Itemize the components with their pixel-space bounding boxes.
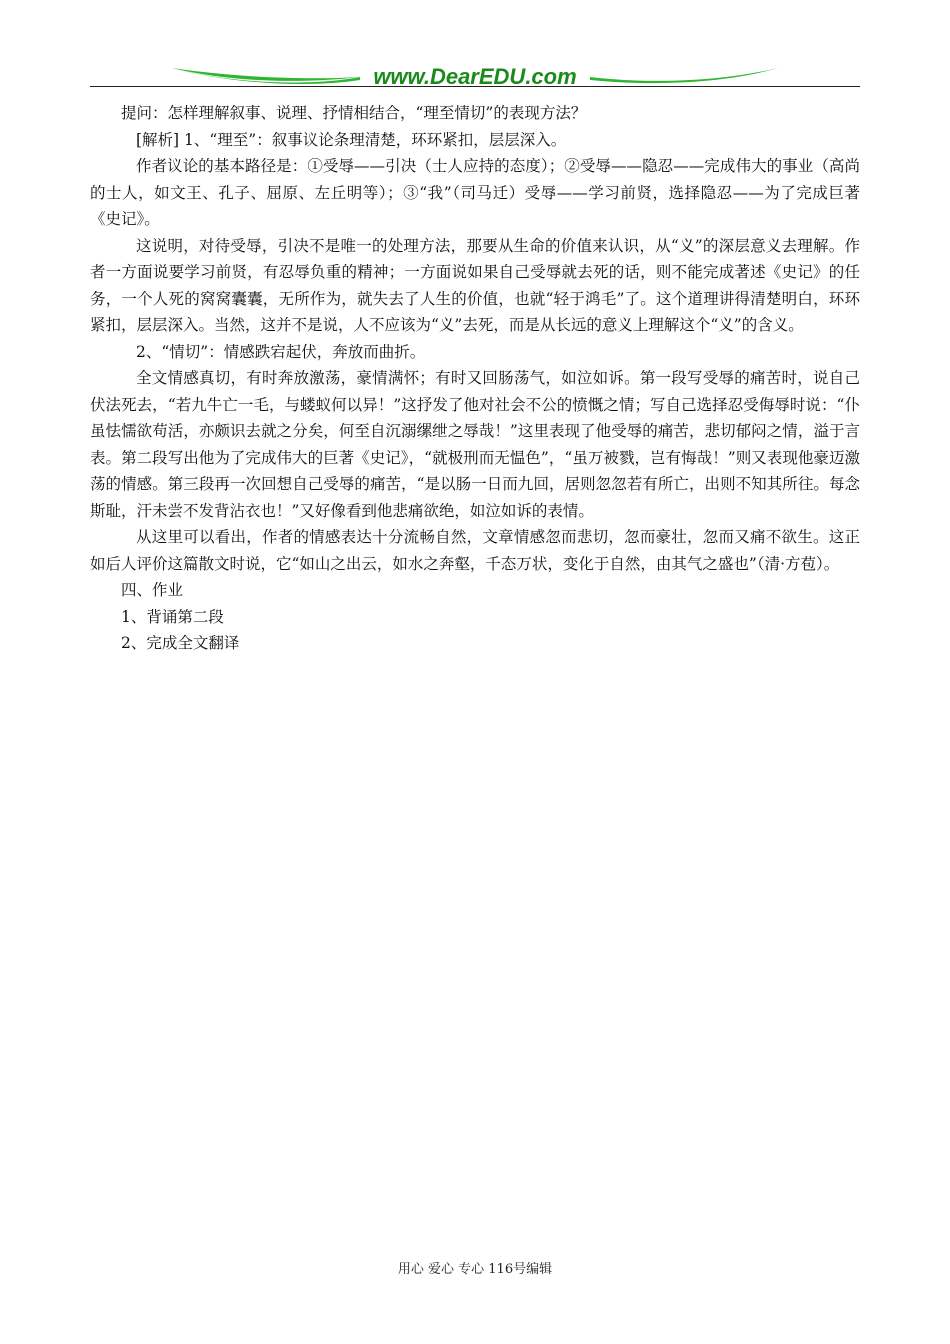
analysis-line: [解析] 1、“理至”：叙事议论条理清楚，环环紧扣，层层深入。 <box>136 130 567 149</box>
paragraph-conclusion: 从这里可以看出，作者的情感表达十分流畅自然，文章情感忽而悲切，忽而豪壮，忽而又痛不欲生。这正如后人评价这篇散文时说，它“如山之出云，如水之奔壑，千态万状，变化于自然，由其气之盛也”（清·方苞）。 <box>90 528 860 573</box>
green-swoosh-icon <box>170 60 780 94</box>
paragraph-explain: 这说明，对待受辱，引决不是唯一的处理方法，那要从生命的价值来认识，从“义”的深层意义去理解。作者一方面说要学习前贤，有忍辱负重的精神；一方面说如果自己受辱就去死的话，则不能完成著述《史记》的任务，一个人死的窝窝囊囊，无所作为，就失去了人生的价值，也就“轻于鸿毛”了。这个道理讲得清楚明白，环环紧扣，层层深入。当然，这并不是说，人不应该为“义”去死，而是从长远的意义上理解这个“义”的含义。 <box>90 236 860 334</box>
page-footer: 用心 爱心 专心 116号编辑 <box>397 1262 553 1277</box>
question-line: 提问：怎样理解叙事、说理、抒情相结合，“理至情切”的表现方法？ <box>121 104 587 122</box>
homework-item: 1、背诵第二段 <box>121 607 224 626</box>
paragraph-emotion: 全文情感真切，有时奔放激荡，豪情满怀；有时又回肠荡气，如泣如诉。第一段写受辱的痛苦时，说自己伏法死去，“若九牛亡一毛，与蝼蚁何以异！”这抒发了他对社会不公的愤慨之情；写自己选择忍受侮辱时说：“仆虽怯懦欲苟活，亦颇识去就之分矣，何至自沉溺缧绁之辱哉！”这里表现了他受辱的痛苦，悲切郁闷之情，溢于言表。第二段写出他为了完成伟大的巨著《史记》，“就极刑而无愠色”，“虽万被戮，岂有悔哉！”则又表现他豪迈激荡的情感。第三段再一次回想自己受辱的痛苦，“是以肠一日而九回，居则忽忽若有所亡，出则不知其所往。每念斯耻，汗未尝不发背沾衣也！”又好像看到他悲痛欲绝，如泣如诉的表情。 <box>90 369 860 520</box>
site-logo-text: www.DearEDU.com <box>373 64 577 89</box>
point-two-line: 2、“情切”：情感跌宕起伏，奔放而曲折。 <box>136 342 426 361</box>
header-divider <box>90 86 860 87</box>
header-logo-banner <box>170 60 780 94</box>
homework-item: 2、完成全文翻译 <box>121 634 240 652</box>
paragraph-path: 作者议论的基本路径是：①受辱——引决（士人应持的态度）；②受辱——隐忍——完成伟大的事业（高尚的士人，如文王、孔子、屈原、左丘明等）；③“我”（司马迁）受辱——学习前贤，选择隐忍——为了完成巨著《史记》。 <box>90 157 860 228</box>
homework-heading: 四、作业 <box>121 581 184 599</box>
document-body <box>90 100 860 657</box>
